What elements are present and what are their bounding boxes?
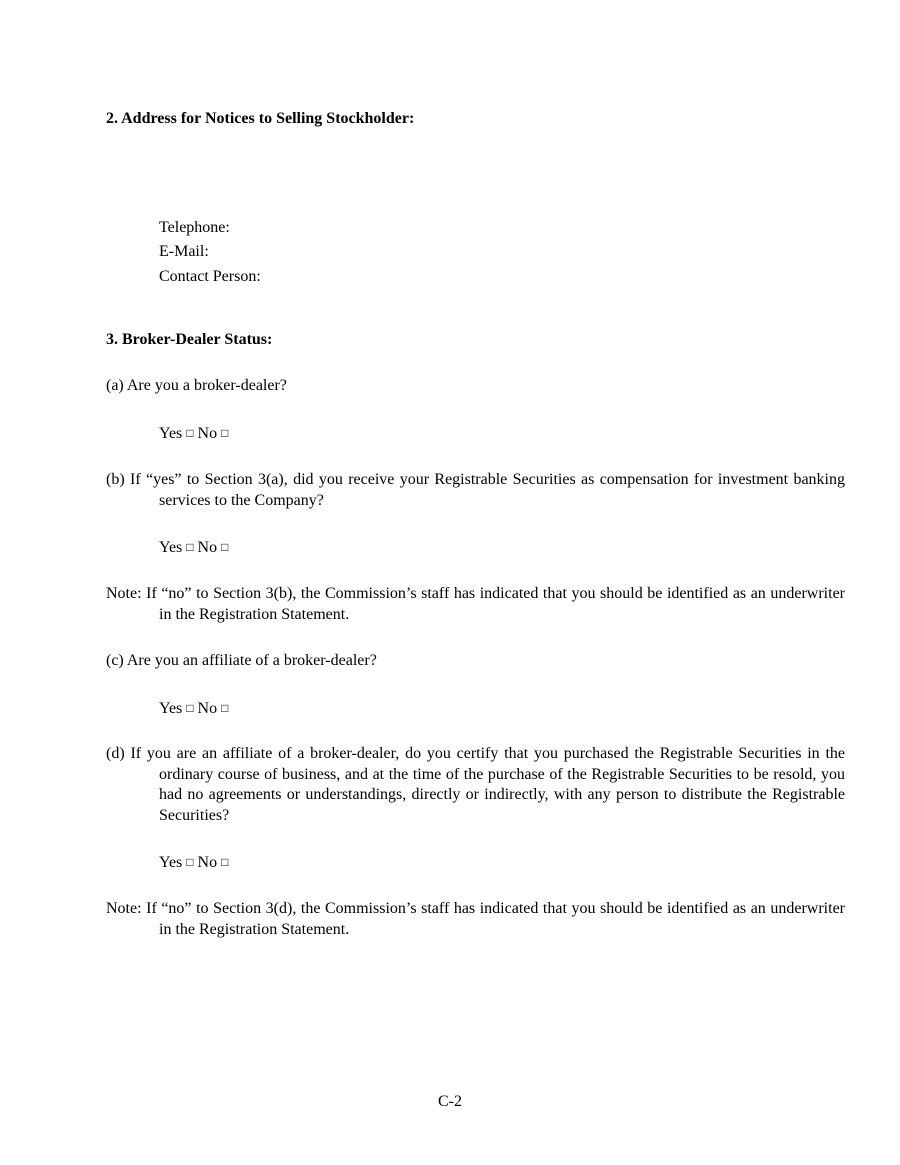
yes-label: Yes (159, 425, 183, 442)
yes-checkbox[interactable]: □ (186, 540, 194, 554)
question-c: (c) Are you an affiliate of a broker-dealer? (106, 652, 377, 669)
no-label: No (197, 854, 218, 871)
question-b: (b) If “yes” to Section 3(a), did you receive your Registrable Securities as compensation for investment banking services to the Company? (106, 471, 845, 509)
no-checkbox[interactable]: □ (221, 540, 229, 554)
section-2-heading: 2. Address for Notices to Selling Stockholder: (106, 110, 415, 127)
question-c-options (159, 698, 228, 719)
contact-person-label: Contact Person: (159, 268, 261, 285)
question-d: (d) If you are an affiliate of a broker-dealer, do you certify that you purchased the Registrable Securities in the ordinary course of business, and at the time of the purchase of the Registrable Securities to be resold, you had no agreements or understandings, directly or indirectly, with any person to distribute the Registrable Securities? (106, 745, 845, 824)
yes-checkbox[interactable]: □ (186, 701, 194, 715)
section-3-heading: 3. Broker-Dealer Status: (106, 331, 273, 348)
question-a-options (159, 423, 228, 444)
no-checkbox[interactable]: □ (221, 855, 229, 869)
yes-label: Yes (159, 700, 183, 717)
no-label: No (197, 700, 218, 717)
question-a: (a) Are you a broker-dealer? (106, 377, 287, 394)
yes-label: Yes (159, 854, 183, 871)
yes-checkbox[interactable]: □ (186, 855, 194, 869)
no-checkbox[interactable]: □ (221, 426, 229, 440)
note-1: Note: If “no” to Section 3(b), the Commission’s staff has indicated that you should be identified as an underwriter in the Registration Statement. (106, 585, 845, 623)
telephone-label: Telephone: (159, 219, 230, 236)
page-number: C-2 (438, 1093, 462, 1110)
no-label: No (197, 425, 218, 442)
note-2: Note: If “no” to Section 3(d), the Commission’s staff has indicated that you should be identified as an underwriter in the Registration Statement. (106, 900, 845, 938)
no-label: No (197, 539, 218, 556)
yes-checkbox[interactable]: □ (186, 426, 194, 440)
no-checkbox[interactable]: □ (221, 701, 229, 715)
email-label: E-Mail: (159, 243, 209, 260)
question-d-options (159, 852, 228, 873)
yes-label: Yes (159, 539, 183, 556)
question-b-options (159, 537, 228, 558)
